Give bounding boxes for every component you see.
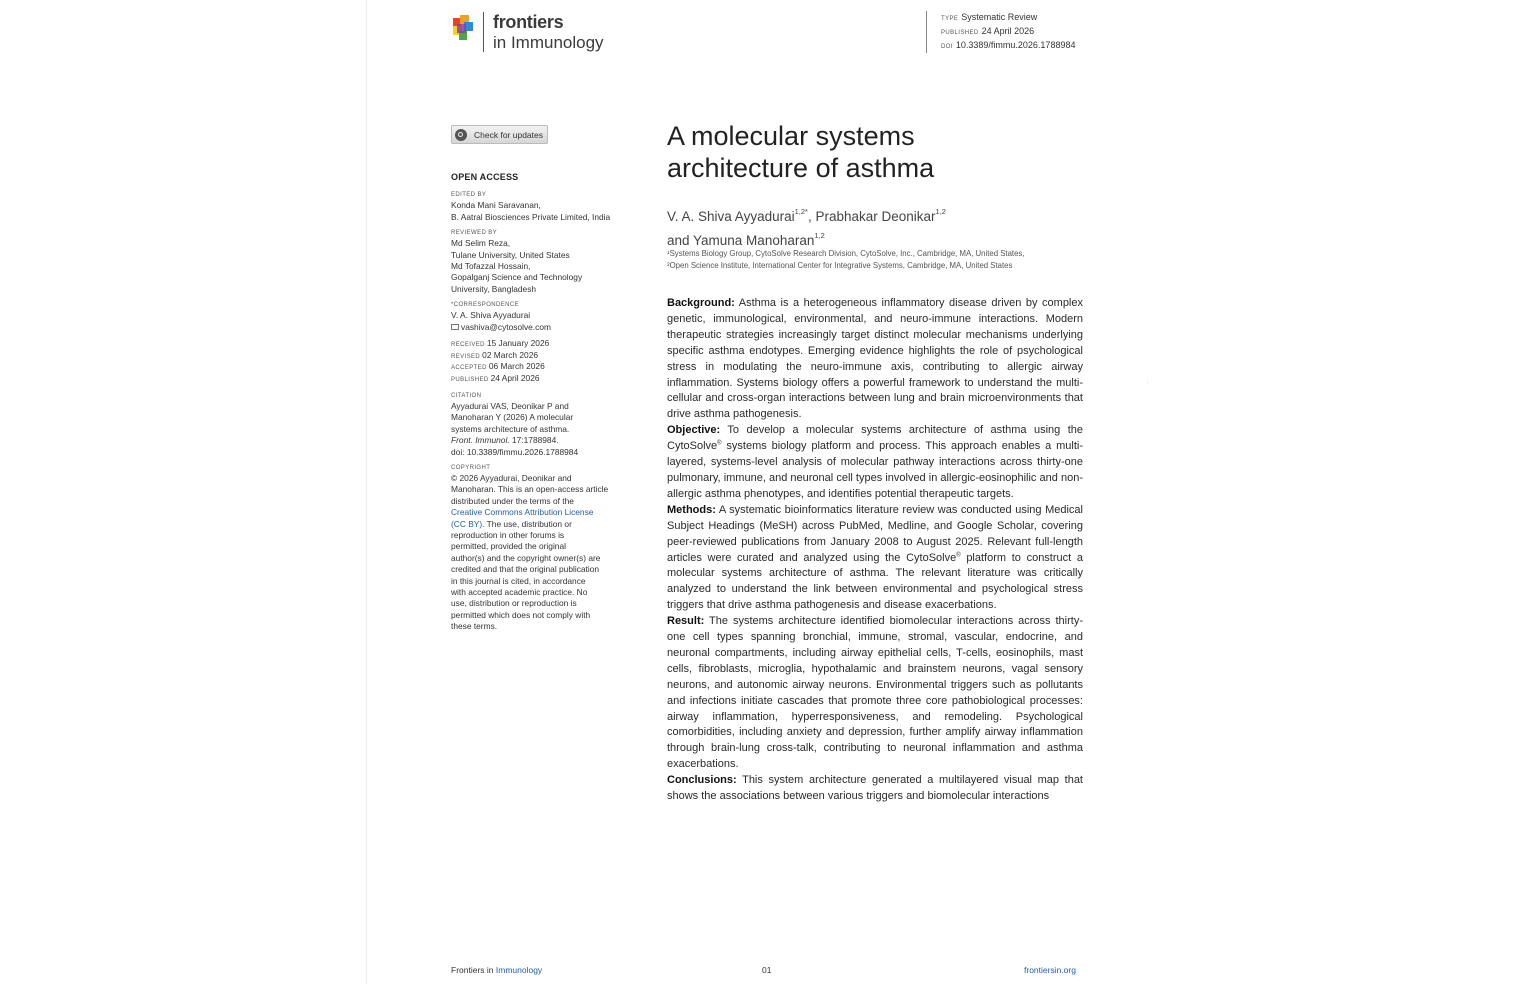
methods-text: A systematic bioinformatics literature review was conducted using Medical Subject Headings (MeSH) across PubMed, Medline, and Google Scholar, covering peer-reviewed publications from January 2008 to August 2025. Relevant full-length articles were curated and analyzed using the CytoSolve: [667, 503, 1083, 564]
copyright-line: reproduction in other forums is: [451, 529, 565, 540]
footer-journal-link[interactable]: Immunology: [495, 965, 543, 975]
methods-label: Methods:: [667, 503, 716, 516]
accepted-date: 06 March 2026: [488, 361, 545, 372]
license-link[interactable]: Creative Commons Attribution License: [451, 507, 594, 518]
conclusions-text: This system architecture generated a multilayered visual map that shows the associations between various triggers and biomolecular interactions: [667, 774, 1083, 803]
copyright-line: The use, distribution or: [484, 518, 572, 529]
author-name[interactable]: and Yamuna Manoharan: [667, 233, 815, 248]
affiliation-line: ²Open Science Institute, International Center for Integrative Systems, Cambridge, MA, United States: [667, 261, 1013, 270]
received-label: RECEIVED: [451, 342, 485, 349]
objective-label: Objective:: [667, 424, 721, 437]
author-affil: 1,2*: [794, 207, 808, 216]
background-text: Asthma is a heterogeneous inflammatory disease driven by complex genetic, immunological, environmental, and neuro-immune interactions. Modern therapeutic strategies increasingly target distinct molecular mechanisms underlying specific asthma endotypes. Emerging evidence highlights the role of psychological stress in modulating the neuro-immune axis, contributing to allergic airway inflammation. Systems biology offers a powerful framework to understand the multi-cellular and cross-organ interactions between lung and brain microenvironments that drive asthma pathogenesis.: [667, 297, 1083, 421]
correspondence-email[interactable]: vashiva@cytosolve.com: [461, 321, 551, 332]
reviewer-line: Gopalganj Science and Technology: [451, 272, 583, 283]
citation-doi[interactable]: doi: 10.3389/fimmu.2026.1788984: [451, 446, 579, 457]
published-label: PUBLISHED: [941, 30, 979, 36]
logo-separator: [483, 12, 484, 52]
logo-journal: in Immunology: [493, 33, 604, 52]
title-line: A molecular systems: [667, 121, 915, 151]
abstract: [667, 296, 1083, 805]
revised-label: REVISED: [451, 353, 481, 360]
reviewer-line: University, Bangladesh: [451, 283, 537, 294]
correspondence-email-row: [451, 322, 626, 333]
editor-line: B. Aatral Biosciences Private Limited, India: [451, 211, 611, 222]
type-value: Systematic Review: [961, 12, 1038, 22]
reviewer-line: Md Selim Reza,: [451, 238, 511, 249]
reviewer-line: Md Tofazzal Hossain,: [451, 261, 531, 272]
edited-by-label: EDITED BY: [451, 192, 487, 199]
correspondence-name: V. A. Shiva Ayyadurai: [451, 310, 531, 321]
footer-prefix: Frontiers in: [451, 965, 496, 975]
article-title: [667, 120, 1087, 184]
published-value: 24 April 2026: [981, 26, 1035, 36]
article-meta: [926, 11, 1075, 53]
copyright-line: with accepted academic practice. No: [451, 586, 588, 597]
objective-text: To develop a molecular systems architecture of asthma using the CytoSolve: [667, 424, 1083, 453]
objective-text: systems biology platform and process. This approach enables a multi-layered, systems-level analysis of molecular pathway interactions across thirty-one pulmonary, immune, and neuronal cell types involved in allergic-eosinophilic and non-allergic asthma phenotypes, and identifies potential therapeutic targets.: [667, 440, 1083, 500]
affiliations: [667, 248, 1087, 272]
check-updates-icon: [455, 129, 467, 141]
copyright-line: credited and that the original publication: [451, 564, 600, 575]
editor-line: Konda Mani Saravanan,: [451, 200, 541, 211]
received-date: 15 January 2026: [486, 338, 550, 349]
license-link-cc[interactable]: (CC BY).: [451, 518, 485, 529]
copyright-line: © 2026 Ayyadurai, Deonikar and: [451, 472, 572, 483]
open-access-label: OPEN ACCESS: [451, 172, 519, 182]
footer-journal: [451, 965, 542, 975]
revised-date: 02 March 2026: [482, 349, 539, 360]
author-name[interactable]: V. A. Shiva Ayyadurai: [667, 209, 795, 224]
correspondence-label: *CORRESPONDENCE: [451, 302, 520, 309]
page-number: 01: [762, 965, 772, 975]
citation-journal: Front. Immunol.: [451, 435, 510, 446]
copyright-line: Manoharan. This is an open-access article: [451, 484, 609, 495]
mail-icon: [451, 324, 459, 330]
result-label: Result:: [667, 615, 705, 628]
page-mark: [1147, 380, 1148, 384]
frontiers-logo-icon: [451, 12, 474, 42]
author-list: [667, 202, 1087, 250]
citation-volume: 17:1788984.: [509, 435, 559, 446]
logo-name: frontiers: [493, 12, 564, 32]
page-edge: [366, 0, 367, 984]
copyright-line: distributed under the terms of the: [451, 495, 574, 506]
background-label: Background:: [667, 297, 735, 309]
author-name[interactable]: , Prabhakar Deonikar: [807, 209, 936, 224]
copyright-label: COPYRIGHT: [451, 464, 491, 471]
check-updates-label: Check for updates: [474, 129, 543, 140]
citation-label: CITATION: [451, 392, 482, 399]
copyright-line: use, distribution or reproduction is: [451, 598, 577, 609]
author-affil: 1,2: [935, 207, 946, 216]
article-dates: [451, 339, 626, 386]
copyright-line: these terms.: [451, 621, 498, 632]
title-line: architecture of asthma: [667, 153, 935, 183]
article-sidebar: [451, 172, 626, 633]
copyright-line: permitted which does not comply with: [451, 609, 591, 620]
copyright-line: in this journal is cited, in accordance: [451, 575, 586, 586]
citation-line: Ayyadurai VAS, Deonikar P and: [451, 400, 569, 411]
author-affil: 1,2: [814, 231, 825, 240]
doi-label: DOI: [941, 44, 953, 50]
copyright-line: author(s) and the copyright owner(s) are: [451, 552, 601, 563]
reviewed-by-label: REVIEWED BY: [451, 230, 498, 237]
frontiers-logo[interactable]: [451, 12, 604, 52]
registered-mark: ®: [956, 551, 961, 558]
published-label-side: PUBLISHED: [451, 377, 489, 384]
registered-mark: ®: [717, 440, 722, 447]
abstract-background: [667, 296, 1083, 423]
abstract-conclusions: [667, 773, 1083, 805]
methods-text: platform to construct a molecular systems architecture of asthma. The relevant literature was critically analyzed to understand the link between environmental and psychological stress triggers that drive asthma pathogenesis and disease exacerbations.: [667, 551, 1083, 612]
abstract-methods: [667, 503, 1083, 614]
reviewer-line: Tulane University, United States: [451, 249, 570, 260]
check-for-updates-button[interactable]: [451, 125, 548, 144]
accepted-label: ACCEPTED: [451, 365, 487, 372]
doi-value[interactable]: 10.3389/fimmu.2026.1788984: [955, 40, 1076, 50]
published-date: 24 April 2026: [490, 373, 540, 384]
footer-site-link[interactable]: frontiersin.org: [1024, 965, 1076, 975]
copyright-line: permitted, provided the original: [451, 541, 566, 552]
abstract-result: [667, 614, 1083, 773]
abstract-objective: [667, 423, 1083, 503]
type-label: TYPE: [941, 16, 959, 22]
citation-line: systems architecture of asthma.: [451, 423, 570, 434]
citation-line: Manoharan Y (2026) A molecular: [451, 412, 574, 423]
conclusions-label: Conclusions:: [667, 774, 737, 787]
affiliation-line: ¹Systems Biology Group, CytoSolve Research Division, CytoSolve, Inc., Cambridge, MA, United States,: [667, 249, 1025, 258]
result-text: The systems architecture identified biomolecular interactions across thirty-one cell types spanning bronchial, immune, stromal, vascular, endocrine, and neuronal compartments, including airway epithelial cells, T-cells, eosinophils, mast cells, fibroblasts, microglia, hypothalamic and brainstem neurons, vagal sensory neurons, and autonomic airway neurons. Environmental triggers such as pollutants and infections initiate cascades that promote three core pathobiological processes: airway inflammation, hyperresponsiveness, and remodeling. Psychological comorbidities, including anxiety and depression, further amplify airway inflammation through brain-lung cross-talk, contributing to neuronal inflammation and asthma exacerbations.: [667, 615, 1083, 771]
